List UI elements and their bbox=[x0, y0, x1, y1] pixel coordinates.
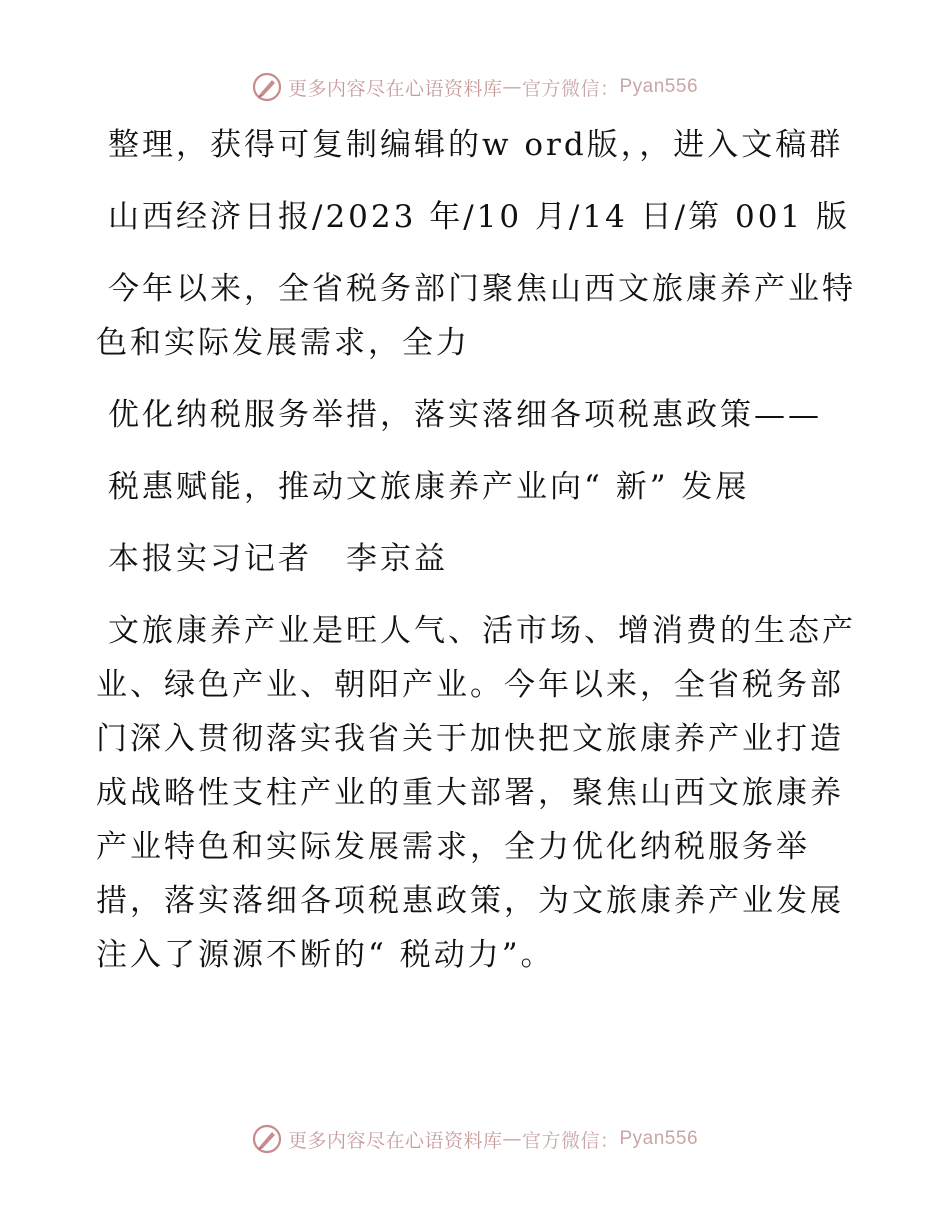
watermark-wechat-id: Pyan556 bbox=[619, 76, 699, 97]
watermark-main-text: 更多内容尽在心语资料库 bbox=[287, 1129, 503, 1152]
watermark-wechat-id: Pyan556 bbox=[619, 1128, 699, 1149]
paragraph-lead: 今年以来，全省税务部门聚焦山西文旅康养产业特色和实际发展需求，全力 bbox=[96, 271, 856, 361]
pen-logo-icon bbox=[252, 1124, 282, 1154]
footer-watermark bbox=[0, 1124, 950, 1154]
header-watermark bbox=[0, 72, 950, 102]
watermark-separator: — bbox=[502, 76, 522, 98]
article-title: 税惠赋能，推动文旅康养产业向“ 新” 发展 bbox=[108, 469, 750, 505]
watermark-label: 官方微信： bbox=[521, 1129, 620, 1152]
paragraph-subheading: 优化纳税服务举措，落实落细各项税惠政策—— bbox=[108, 397, 822, 433]
byline: 本报实习记者 李京益 bbox=[108, 541, 448, 577]
paragraph-source-line: 山西经济日报/2023 年/10 月/14 日/第 001 版 bbox=[108, 199, 851, 235]
paragraph-body: 文旅康养产业是旺人气、活市场、增消费的生态产业、绿色产业、朝阳产业。今年以来，全省税务部门深入贯彻落实我省关于加快把文旅康养产业打造成战略性支柱产业的重大部署，聚焦山西文旅康养产业特色和实际发展需求，全力优化纳税服务举措，落实落细各项税惠政策，为文旅康养产业发展注入了源源不断的“ 税动力”。 bbox=[96, 613, 856, 973]
watermark-separator: — bbox=[502, 1128, 522, 1150]
watermark-main-text: 更多内容尽在心语资料库 bbox=[287, 77, 503, 100]
document-body bbox=[96, 118, 856, 982]
pen-logo-icon bbox=[252, 72, 282, 102]
watermark-label: 官方微信： bbox=[521, 77, 620, 100]
paragraph-intro-note: 整理，获得可复制编辑的w ord版，，进入文稿群 bbox=[108, 127, 844, 163]
